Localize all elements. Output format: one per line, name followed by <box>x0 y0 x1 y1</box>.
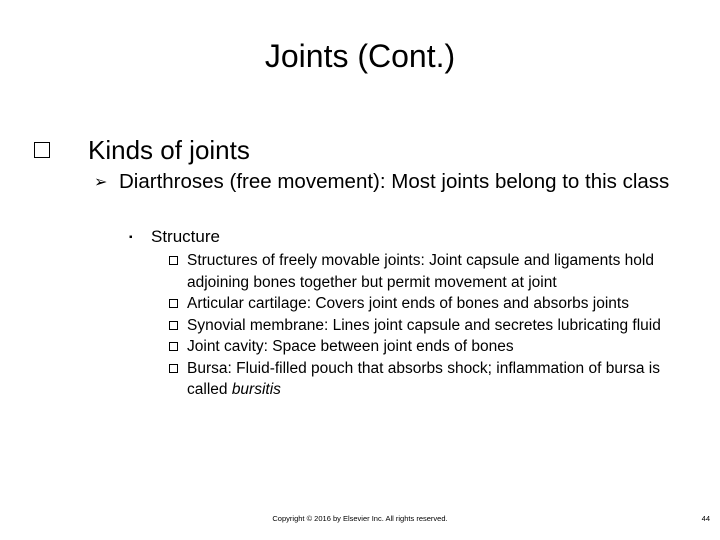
level1-heading: Kinds of joints <box>88 135 250 165</box>
list-item-text: Synovial membrane: Lines joint capsule and secretes lubricating fluid <box>187 316 661 334</box>
list-item-text: Structures of freely movable joints: Joint capsule and ligaments hold adjoining bones together but permit movement at joint <box>187 252 654 291</box>
list-item <box>169 250 669 293</box>
arrow-bullet-icon: ➢ <box>94 174 108 191</box>
structure-list <box>169 250 669 401</box>
level3-text: Structure <box>151 227 220 246</box>
checkbox-bullet-icon <box>169 321 178 330</box>
checkbox-bullet-icon <box>169 299 178 308</box>
list-item <box>169 315 669 337</box>
list-item-text: Joint cavity: Space between joint ends of bones <box>187 338 514 355</box>
list-item <box>169 293 669 315</box>
checkbox-bullet-icon <box>34 142 50 158</box>
list-item <box>169 358 669 401</box>
square-bullet-icon: ▪ <box>129 232 133 243</box>
copyright-notice: Copyright © 2016 by Elsevier Inc. All rights reserved. <box>272 514 448 523</box>
list-item-text: Articular cartilage: Covers joint ends of bones and absorbs joints <box>187 295 629 312</box>
checkbox-bullet-icon <box>169 256 178 265</box>
page-number: 44 <box>701 514 710 523</box>
list-item-text: Bursa: Fluid-filled pouch that absorbs shock; inflammation of bursa is called <box>187 359 660 398</box>
checkbox-bullet-icon <box>169 342 178 351</box>
list-item <box>169 336 669 358</box>
level2-text: Diarthroses (free movement): Most joints belong to this class <box>119 170 670 193</box>
checkbox-bullet-icon <box>169 364 178 373</box>
bursitis-term: bursitis <box>231 381 281 398</box>
slide-title: Joints (Cont.) <box>264 38 456 74</box>
